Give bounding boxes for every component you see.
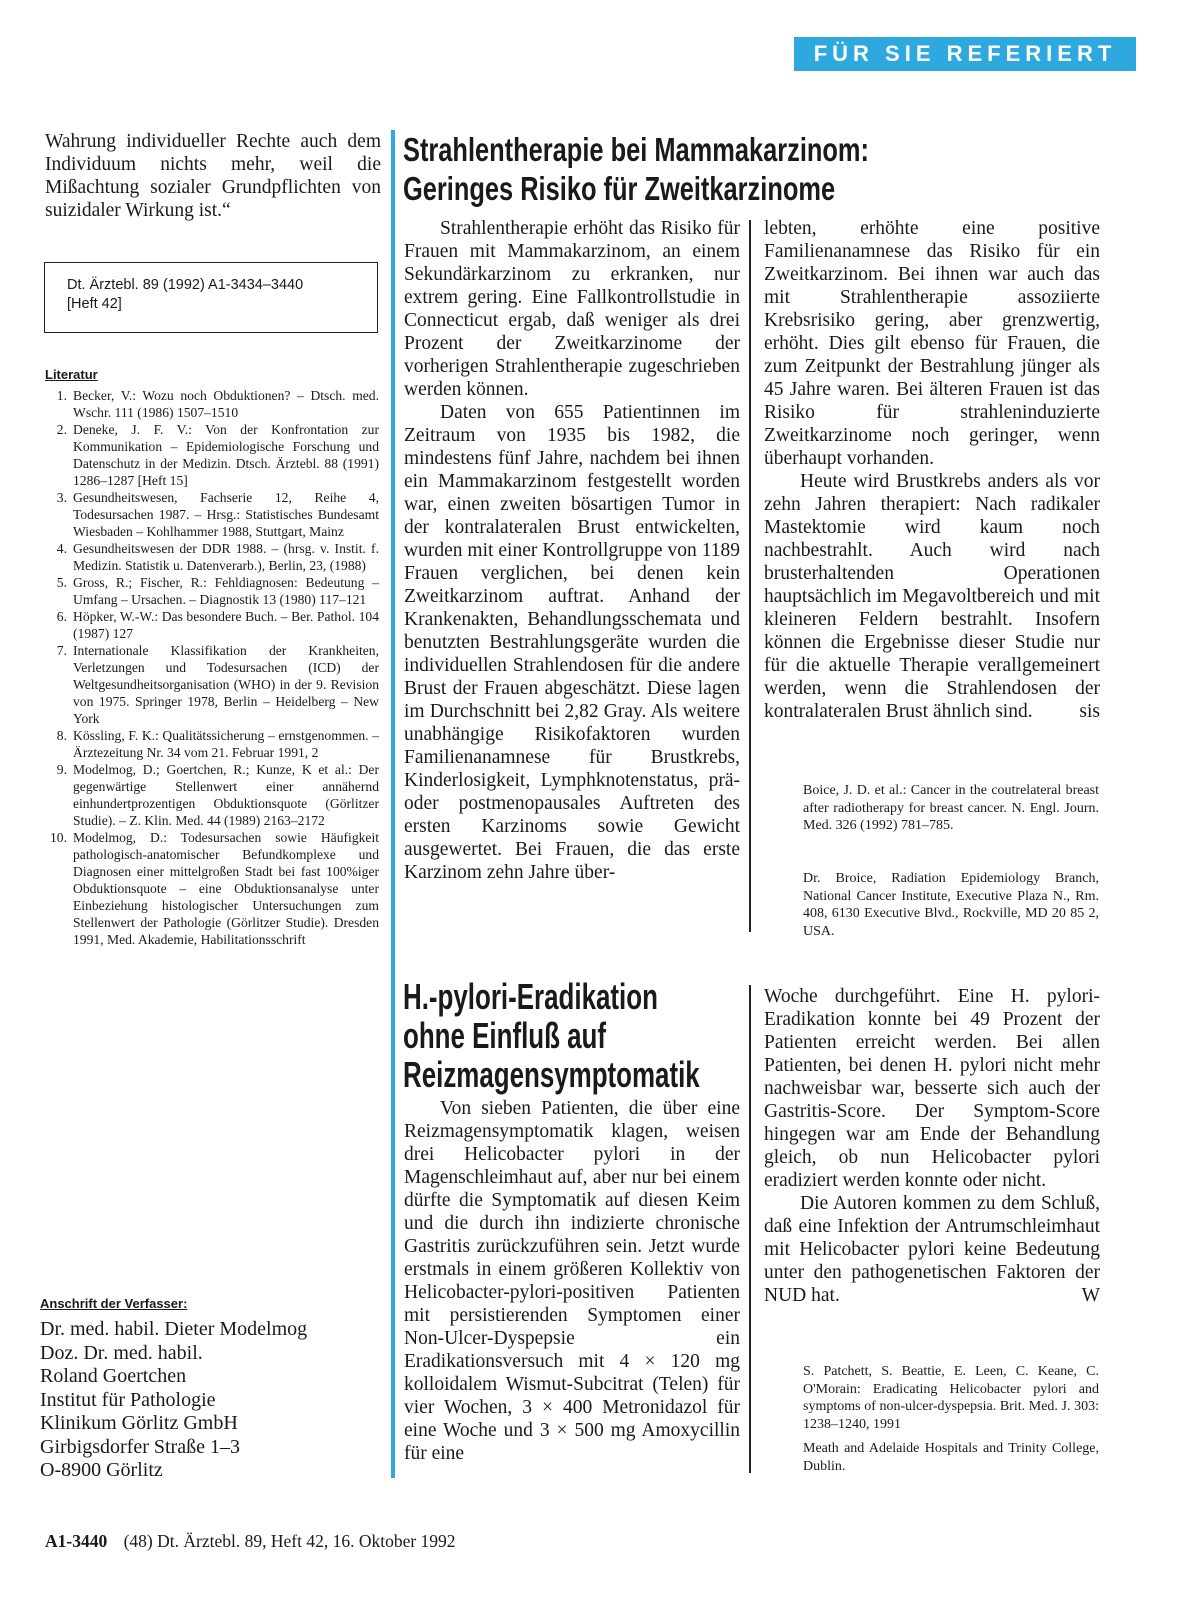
page-number: A1-3440 [45,1531,108,1551]
section-banner: FÜR SIE REFERIERT [794,37,1136,71]
column-divider [749,985,751,1473]
citation-line-1: Dt. Ärztebl. 89 (1992) A1-3434–3440 [67,277,304,293]
accent-bar [391,130,395,1478]
article1-paragraph: Daten von 655 Patientinnen im Zeitraum von 1935 bis 1982, die mindestens fünf Jahre, nachdem bei ihnen ein Mammakarzinom festgestellt worden war, einen zweiten bösartigen Tumor in der kontralateralen Brust entwickelten, wurden mit einer Kontrollgruppe von 1189 Frauen verglichen, bei denen kein Zweitkarzinom auftrat. Anhand der Krankenakten, Behandlungsschemata und benutzten Bestrahlungsgeräte wurden die individuellen Strahlendosen für die andere Brust der Frauen abgeschätzt. Diese lagen im Durchschnitt bei 2,82 Gray. Als weitere unabhängige Risikofaktoren wurden Familienanamnese für Brustkrebs, Kinderlosigkeit, Lymphknotenstatus, prä- oder postmenopausales Auftreten des ersten Karzinoms sowie Gewicht ausgewertet. Bei Frauen, die das erste Karzinom zehn Jahre über- [404,402,740,883]
author-address [40,1318,380,1483]
reference-item: 1. Becker, V.: Wozu noch Obduktionen? – Dtsch. med. Wschr. 111 (1986) 1507–1510 [56,388,379,420]
reference-item: 3. Gesundheitswesen, Fachserie 12, Reihe 4, Todesursachen 1987. – Hrsg.: Statistisches Bundesamt Wiesbaden – Kohlhammer 1988, Stuttgart, Mainz [56,490,379,539]
reference-item: 2. Deneke, J. F. V.: Von der Konfrontation zur Kommunikation – Epidemiologische Forschung und Datenschutz in der Medizin. Dtsch. Ärztebl. 88 (1991) 1286–1287 [Heft 15] [56,422,379,488]
reference-item: 10. Modelmog, D.: Todesursachen sowie Häufigkeit pathologisch-anatomischer Befundkomplexe und Diagnosen einer mittelgroßen Stadt bei fast 100%iger Obduktionsquote – eine Obduktionsanalyse unter Einbeziehung histologischer Untersuchungen zum Stellenwert der Pathologie (Görlitzer Studie). Dresden 1991, Med. Akademie, Habilitationsschrift [50,830,379,947]
reference-item: 9. Modelmog, D.; Goertchen, R.; Kunze, K et al.: Der gegenwärtige Stellenwert einer annähernd einhundertprozentigen Obduktionsquote (Görlitzer Studie). – Z. Klin. Med. 44 (1989) 2163–2172 [56,762,379,828]
article1-source-citation: Boice, J. D. et al.: Cancer in the coutrelateral breast after radiotherapy for breast cancer. N. Engl. Journ. Med. 326 (1992) 781–785. [803,783,1099,833]
article1-headline-line-1: Strahlentherapie bei Mammakarzinom: [403,131,869,168]
footer-journal-info: (48) Dt. Ärztebl. 89, Heft 42, 16. Oktober 1992 [123,1531,456,1551]
citation-box [44,262,378,333]
article1-source-affiliation: Dr. Broice, Radiation Epidemiology Branch, National Cancer Institute, Executive Plaza N., Rm. 408, 6130 Executive Blvd., Rockville, MD 20 85 2, USA. [803,871,1099,939]
article1-headline-line-2: Geringes Risiko für Zweitkarzinome [403,170,836,207]
address-line: Klinikum Görlitz GmbH [40,1412,238,1434]
article2-column-1 [404,1097,740,1465]
column-divider [749,220,751,932]
lead-text: Wahrung individueller Rechte auch dem Individuum nichts mehr, weil die Mißachtung sozialer Grundpflichten von suizidaler Wirkung ist.“ [45,131,381,221]
article2-headline-line-3: Reizmagensymptomatik [403,1054,700,1095]
reference-item: 6. Höpker, W.-W.: Das besondere Buch. – Ber. Pathol. 104 (1987) 127 [56,609,379,641]
reference-item: 7. Internationale Klassifikation der Krankheiten, Verletzungen und Todesursachen (ICD) der Weltgesundheitsorganisation (WHO) in der 9. Revision von 1975. Springer 1978, Berlin – Heidelberg – New York [56,643,379,726]
article1-paragraph: lebten, erhöhte eine positive Familienanamnese das Risiko für ein Zweitkarzinom. Bei ihnen war auch das mit Strahlentherapie assoziierte Krebsrisiko gering, aber grenzwertig, erhöht. Dies gilt ebenso für Frauen, die zum Zeitpunkt der Bestrahlung jünger als 45 Jahre waren. Bei älteren Frauen ist das Risiko für strahleninduzierte Zweitkarzinome noch geringer, wenn überhaupt vorhanden. [764,218,1100,469]
article2-column-2 [764,985,1100,1307]
article2-headline-line-2: ohne Einfluß auf [403,1015,607,1056]
article2-headline-line-1: H.-pylori-Eradikation [403,976,658,1017]
article2-source-affiliation: Meath and Adelaide Hospitals and Trinity College, Dublin. [803,1441,1099,1474]
article1-signature: sis [1079,701,1100,722]
article2-paragraph: Von sieben Patienten, die über eine Reizmagensymptomatik klagen, weisen drei Helicobacter pylori in der Magenschleimhaut auf, aber nur bei einem dürfte die Symptomatik auf diesen Keim und die durch ihn indizierte chronische Gastritis zurückzuführen sein. Jetzt wurde erstmals in einem größeren Kollektiv von Helicobacter-pylori-positiven Patienten mit persistierenden Symptomen einer Non-Ulcer-Dyspepsie ein Eradikationsversuch mit 4 × 120 mg kolloidalem Wismut-Subcitrat (Telen) für vier Wochen, 3 × 400 Metronidazol für eine Woche und 3 × 500 mg Amoxycillin für eine [404,1098,740,1464]
article1-column-2 [764,217,1100,723]
article2-signature: W [1081,1285,1100,1306]
article2-source-citation: S. Patchett, S. Beattie, E. Leen, C. Keane, C. O'Morain: Eradicating Helicobacter pylori and symptoms of non-ulcer-dyspepsia. Brit. Med. J. 303: 1238–1240, 1991 [803,1364,1099,1432]
article2-paragraph: Die Autoren kommen zu dem Schluß, daß eine Infektion der Antrumschleimhaut mit Helicobacter pylori keine Bedeutung unter den pathogenetischen Faktoren der NUD hat. W [764,1193,1100,1306]
reference-list [45,387,379,948]
address-line: Institut für Pathologie [40,1388,216,1411]
page-footer [45,1531,456,1552]
literature-heading: Literatur [45,367,98,382]
address-line: O-8900 Görlitz [40,1459,163,1481]
citation-line-2: [Heft 42] [67,296,122,312]
address-line: Dr. med. habil. Dieter Modelmog [40,1318,308,1340]
article1-paragraph: Strahlentherapie erhöht das Risiko für Frauen mit Mammakarzinom, an einem Sekundärkarzinom zu erkranken, nur extrem gering. Eine Fallkontrollstudie in Connecticut ergab, daß weniger als drei Prozent der Zweitkarzinome der vorherigen Strahlentherapie zugeschrieben werden können. [404,218,740,400]
reference-item: 5. Gross, R.; Fischer, R.: Fehldiagnosen: Bedeutung – Umfang – Ursachen. – Diagnostik 13 (1980) 117–121 [56,575,379,607]
address-heading: Anschrift der Verfasser: [40,1296,188,1311]
address-line: Doz. Dr. med. habil. [40,1341,203,1364]
article1-paragraph: Heute wird Brustkrebs anders als vor zehn Jahren therapiert: Nach radikaler Mastektomie wird kaum noch nachbestrahlt. Auch wird nach brusterhaltenden Operationen hauptsächlich im Megavoltbereich und mit kleineren Feldern bestrahlt. Insofern können die Ergebnisse dieser Studie nur für die aktuelle Therapie verallgemeinert werden, wenn die Strahlendosen der kontralateralen Brust ähnlich sind. sis [764,471,1100,722]
reference-item: 8. Kössling, F. K.: Qualitätssicherung – ernstgenommen. – Ärztezeitung Nr. 34 vom 21. Februar 1991, 2 [56,728,379,760]
address-line: Girbigsdorfer Straße 1–3 [40,1435,240,1458]
address-line: Roland Goertchen [40,1365,187,1387]
reference-item: 4. Gesundheitswesen der DDR 1988. – (hrsg. v. Instit. f. Medizin. Statistik u. Datenverarb.), Berlin, 23, (1988) [56,541,379,573]
article2-paragraph: Woche durchgeführt. Eine H. pylori-Eradikation konnte bei 49 Prozent der Patienten erreicht werden. Bei allen Patienten, bei denen H. pylori nicht mehr nachweisbar war, besserte sich auch der Gastritis-Score. Der Symptom-Score hingegen war am Ende der Behandlung gleich, ob nun Helicobacter pylori eradiziert werden konnte oder nicht. [764,986,1100,1191]
article1-column-1 [404,217,740,884]
